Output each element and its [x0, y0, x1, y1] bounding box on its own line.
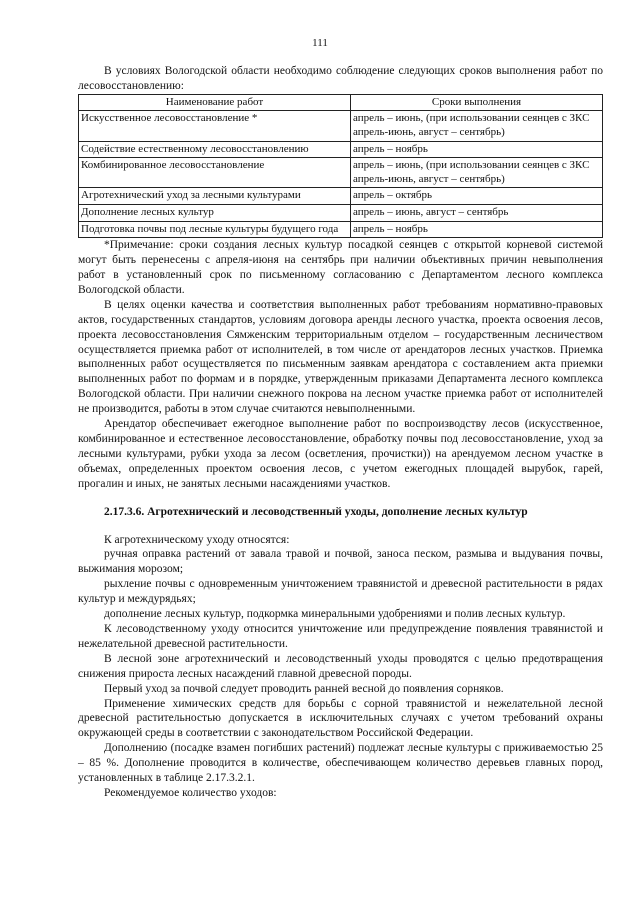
table-row [79, 221, 603, 238]
section-heading: 2.17.3.6. Агротехнический и лесоводственный уходы, дополнение лесных культур [104, 505, 528, 518]
list-item: ручная оправка растений от завала травой и почвой, заноса песком, размыва и выдувания почвы, выжимания морозом; [78, 548, 603, 576]
page-number: 111 [312, 37, 328, 49]
table-row [79, 111, 603, 141]
table-row [79, 158, 603, 188]
table-header-cell: Наименование работ [79, 94, 351, 111]
table-cell: Комбинированное лесовосстановление [79, 158, 351, 188]
body-paragraph: В лесной зоне агротехнический и лесоводственный уходы проводятся с целью предотвращения снижения прироста лесных насаждений главной древесной породы. [78, 652, 603, 680]
table-row [79, 188, 603, 205]
works-schedule-table [78, 94, 603, 238]
table-header-cell: Сроки выполнения [351, 94, 603, 111]
body-paragraph: К лесоводственному уходу относится уничтожение или предупреждение появления травянистой и нежелательной древесной растительности. [78, 623, 603, 650]
table-cell: Искусственное лесовосстановление * [79, 111, 351, 141]
table-cell: апрель – июнь, август – сентябрь [351, 204, 603, 221]
table-cell: апрель – октябрь [351, 188, 603, 205]
table-cell: Подготовка почвы под лесные культуры будущего года [79, 221, 351, 238]
table-row [79, 204, 603, 221]
body-paragraph: Дополнению (посадке взамен погибших растений) подлежат лесные культуры с приживаемостью 25 – 85 %. Дополнение проводится в количестве, обеспечивающем количество деревьев главных пород, установленных в таблице 2.17.3.2.1. [78, 742, 603, 785]
table-cell: Содействие естественному лесовосстановлению [79, 141, 351, 158]
table-note-paragraph: *Примечание: сроки создания лесных культур посадкой сеянцев с открытой корневой системой могут быть перенесены с апреля-июня на сентябрь при наличии объективных причин невыполнения работ в установленный срок по письменному согласованию с Департаментом лесного комплекса Вологодской области. [78, 239, 603, 296]
body-paragraph: Применение химических средств для борьбы с сорной травянистой и нежелательной лесной древесной растительностью допускается в исключительных случаях с учетом требований охраны окружающей среды в соответствии с законодательством Российской Федерации. [78, 697, 603, 740]
table-header-row [79, 94, 603, 111]
page-content [78, 64, 603, 801]
table-cell: апрель – ноябрь [351, 141, 603, 158]
body-paragraph: Первый уход за почвой следует проводить ранней весной до появления сорняков. [104, 682, 504, 695]
acceptance-paragraph: В целях оценки качества и соответствия выполненных работ требованиям нормативно-правовых актов, государственных стандартов, условиям договора аренды лесного участка, проекта освоения лесов, проекта лесовосстановления Сямженским территориальным отделом – государственным лесничеством осуществляется приемка работ от исполнителей, в том числе от арендаторов лесных участков. Приемка выполненных работ осуществляется по письменным заявкам арендатора с составлением акта приемки выполненных работ по формам и в порядке, утвержденным приказами Департамента лесного комплекса Вологодской области. При наличии снежного покрова на лесном участке приемка работ от исполнителей не производится, работы в этом случае считаются невыполненными. [78, 298, 603, 416]
table-cell: апрель – июнь, (при использовании сеянцев с ЗКС апрель-июнь, август – сентябрь) [351, 111, 603, 141]
body-paragraph: Рекомендуемое количество уходов: [104, 786, 277, 799]
body-paragraph: К агротехническому уходу относятся: [104, 533, 290, 546]
list-item: дополнение лесных культур, подкормка минеральными удобрениями и полив лесных культур. [104, 608, 566, 621]
intro-paragraph: В условиях Вологодской области необходимо соблюдение следующих сроков выполнения работ по лесовосстановлению: [78, 65, 603, 92]
table-cell: апрель – июнь, (при использовании сеянцев с ЗКС апрель-июнь, август – сентябрь) [351, 158, 603, 188]
list-item: рыхление почвы с одновременным уничтожением травянистой и древесной растительности в рядах культур и междурядьях; [78, 578, 603, 606]
table-row [79, 141, 603, 158]
table-cell: апрель – ноябрь [351, 221, 603, 238]
table-cell: Агротехнический уход за лесными культурами [79, 188, 351, 205]
tenant-obligations-paragraph: Арендатор обеспечивает ежегодное выполнение работ по воспроизводству лесов (искусственное, комбинированное и естественное лесовосстановление, обработку почвы под лесовосстановление, уход за лесными культурами, рубки ухода за лесом (осветления, прочистки)) на арендуемом лесном участке в объемах, определенных проектом освоения лесов, с учетом ежегодных площадей вырубок, гарей, прогалин и иных, не занятых лесными насаждениями участков. [78, 418, 603, 490]
table-cell: Дополнение лесных культур [79, 204, 351, 221]
